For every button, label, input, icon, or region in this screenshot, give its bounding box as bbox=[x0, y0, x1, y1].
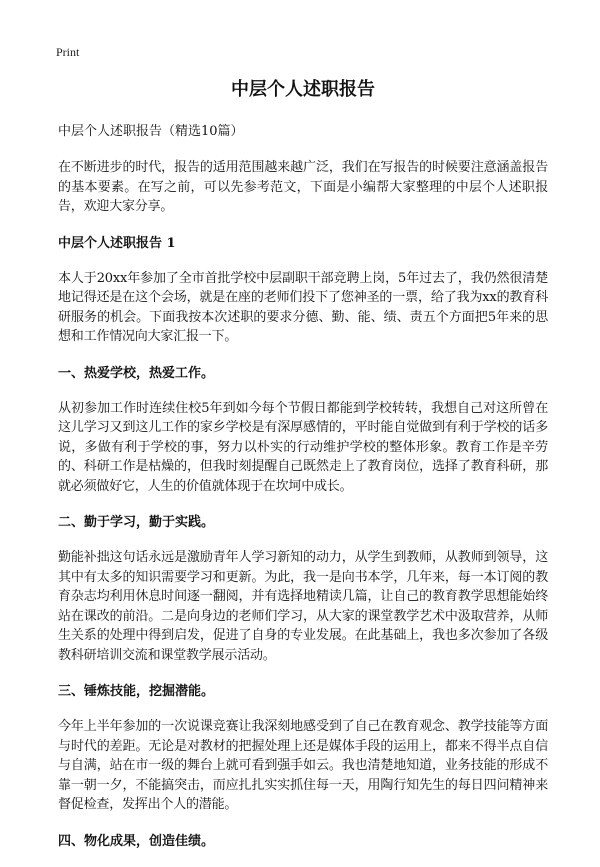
heading-skills: 三、锤炼技能，挖掘潜能。 bbox=[58, 684, 215, 699]
section-1-paragraph: 本人于20xx年参加了全市首批学校中层副职干部竞聘上岗，5年过去了，我仍然很清楚地记得还是在这个会场，就是在座的老师们投下了您神圣的一票，给了我为xx的教育科研服务的机会。下面我按本次述职的要求分德、勤、能、绩、责五个方面把5年来的思想和工作情况向大家汇报一下。 bbox=[58, 270, 548, 344]
document-subtitle: 中层个人述职报告（精选10篇） bbox=[58, 124, 244, 139]
paragraph-love-school: 从初参加工作时连续住校5年到如今每个节假日都能到学校转转，我想自己对这所曾在这儿学习又到这儿工作的家乡学校是有深厚感情的，平时能自觉做到有利于学校的话多说，多做有利于学校的事，努力以朴实的行动维护学校的整体形象。教育工作是辛劳的、科研工作是枯燥的，但我时刻提醒自己既然走上了教育岗位，选择了教育科研，那就必须做好它，人生的价值就体现于在坎坷中成长。 bbox=[58, 400, 548, 494]
print-link[interactable]: Print bbox=[56, 45, 80, 59]
heading-love-school: 一、热爱学校，热爱工作。 bbox=[58, 365, 215, 381]
intro-paragraph: 在不断进步的时代，报告的适用范围越来越广泛，我们在写报告的时候要注意涵盖报告的基本要素。在写之前，可以先参考范文，下面是小编帮大家整理的中层个人述职报告，欢迎大家分享。 bbox=[58, 160, 548, 214]
page-title: 中层个人述职报告 bbox=[231, 79, 375, 100]
paragraph-skills: 今年上半年参加的一次说课竞赛让我深刻地感受到了自己在教育观念、教学技能等方面与时代的差距。无论是对教材的把握处理上还是媒体手段的运用上，都来不得半点自信与自满，站在市一级的舞台上就可看到强手如云。我也清楚地知道，业务技能的形成不靠一朝一夕，不能搞突击，而应扎扎实实抓住每一天，用陶行知先生的每日四问精神来督促检查，发挥出个人的潜能。 bbox=[58, 719, 548, 812]
document-body bbox=[58, 78, 548, 867]
paragraph-diligent-study: 勤能补拙这句话永远是激励青年人学习新知的动力，从学生到教师，从教师到领导，这其中有太多的知识需要学习和更新。为此，我一是向书本学，几年来，每一本订阅的教育杂志均利用休息时间逐一翻阅，并有选择地精读几篇，让自己的教育教学思想能始终站在课改的前沿。二是向身边的老师们学习，从大家的课堂教学艺术中汲取营养，从师生关系的处理中得到启发，促进了自身的专业发展。在此基础上，我也多次参加了各级教科研培训交流和课堂教学展示活动。 bbox=[58, 550, 548, 663]
heading-diligent-study: 二、勤于学习，勤于实践。 bbox=[58, 515, 215, 530]
heading-achievements: 四、物化成果，创造佳绩。 bbox=[58, 833, 215, 849]
section-1-heading: 中层个人述职报告 1 bbox=[58, 235, 176, 251]
